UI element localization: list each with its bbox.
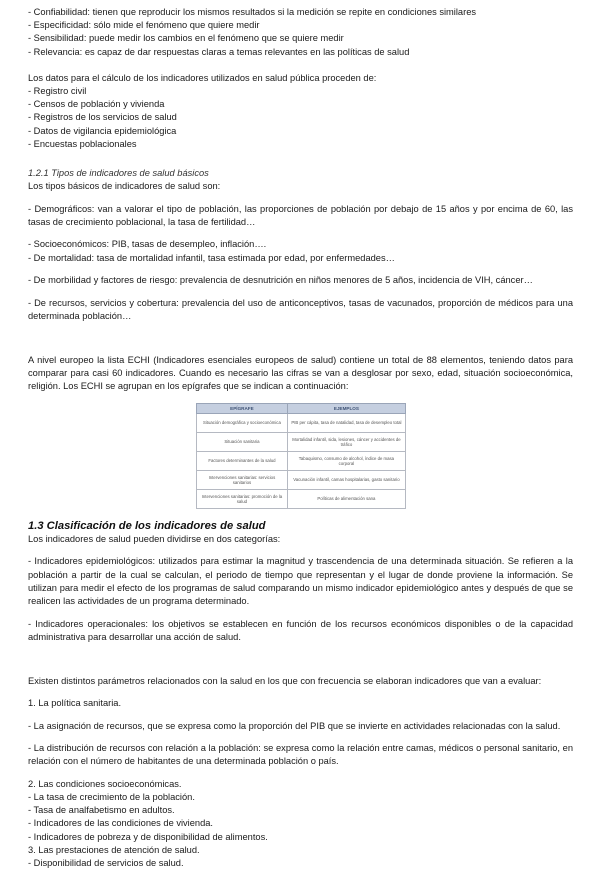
paragraph: Los tipos básicos de indicadores de salud son: — [28, 181, 221, 192]
list-item: - Confiabilidad: tienen que reproducir los mismos resultados si la medición se repite en condiciones similares — [28, 7, 477, 17]
list-item: - La asignación de recursos, que se expresa como la proporción del PIB que se invierte en actividades relacionadas con la salud. — [28, 720, 561, 731]
list-item: - Relevancia: es capaz de dar respuestas claras a temas relevantes en las políticas de salud — [28, 46, 410, 57]
table-cell: Factores determinantes de la salud — [196, 451, 288, 470]
table-header-cell: EJEMPLOS — [288, 403, 405, 413]
table-header-cell: EPÍGRAFE — [196, 403, 288, 413]
table-row — [196, 413, 405, 432]
section-title: 1.3 Clasificación de los indicadores de salud — [28, 519, 266, 532]
list-item: - Registros de los servicios de salud — [28, 112, 177, 123]
document-page — [28, 6, 573, 870]
table-cell: Tabaquismo, consumo de alcohol, índice de masa corporal — [288, 451, 405, 470]
list-item: - De mortalidad: tasa de mortalidad infantil, tasa estimada por edad, por enfermedades… — [28, 252, 395, 263]
list-item: - Indicadores epidemiológicos: utilizados para estimar la magnitud y trascendencia de una determinada situación. Se refieren a la población a partir de la cual se calculan, el periodo de tiempo que representan y el lugar de donde proviene la información. Se utilizan para medir el efecto de los programas de salud comparando un mismo indicador epidemiológico antes y después de que se realicen las actividades de un programa determinado. — [28, 556, 573, 607]
list-item: - Especificidad: sólo mide el fenómeno que quiere medir — [28, 20, 260, 31]
list-item: - Disponibilidad de servicios de salud. — [28, 857, 184, 868]
table-row — [196, 432, 405, 451]
list-item: - Demográficos: van a valorar el tipo de población, las proporciones de población por debajo de 15 años y por encima de 60, las tasas de crecimiento poblacional, la tasa de fertilidad… — [28, 203, 573, 227]
list-item: - Indicadores operacionales: los objetivos se establecen en función de los recursos económicos disponibles o de la capacidad administrativa para desarrollar una acción de salud. — [28, 618, 573, 642]
list-item: - Sensibilidad: puede medir los cambios en el fenómeno que se quiere medir — [28, 33, 344, 44]
list-item: - Indicadores de pobreza y de disponibilidad de alimentos. — [28, 831, 268, 842]
table-cell: Situación demográfica y socioeconómica — [196, 413, 288, 432]
table-cell: PIB per cápita, tasa de natalidad, tasa de desempleo total — [288, 413, 405, 432]
echi-table-container — [28, 403, 573, 509]
paragraph: A nivel europeo la lista ECHI (Indicadores esenciales europeos de salud) contiene un total de 88 elementos, teniendo datos para comparar para casi 60 indicadores. Cuando es necesario las cifras se van a desglosar por sexo, edad, situación socioeconómica, religión. Los ECHI se agrupan en los epígrafes que se indican a continuación: — [28, 354, 573, 392]
numbered-heading: 2. Las condiciones socioeconómicas. — [28, 778, 182, 789]
table-cell: Situación sanitaria — [196, 432, 288, 451]
list-item: - La tasa de crecimiento de la población. — [28, 791, 195, 802]
list-item: - Datos de vigilancia epidemiológica — [28, 125, 177, 136]
table-row — [196, 470, 405, 489]
table-row — [196, 489, 405, 508]
list-item: - Socioeconómicos: PIB, tasas de desempleo, inflación…. — [28, 239, 267, 250]
list-item: - La distribución de recursos con relación a la población: se expresa como la relación entre camas, médicos o personal sanitario, en relación con el número de habitantes de una determinada población o país. — [28, 743, 573, 767]
list-item: - Encuestas poblacionales — [28, 138, 137, 149]
numbered-heading: 1. La política sanitaria. — [28, 698, 122, 709]
echi-table — [196, 403, 406, 509]
paragraph: Existen distintos parámetros relacionados con la salud en los que con frecuencia se elaboran indicadores que van a evaluar: — [28, 675, 542, 686]
list-item: - Indicadores de las condiciones de vivienda. — [28, 818, 214, 829]
table-cell: Mortalidad infantil, sida, lesiones, cáncer y accidentes de tráfico — [288, 432, 405, 451]
list-item: - De recursos, servicios y cobertura: prevalencia del uso de anticonceptivos, tasas de vacunados, proporción de médicos para una determinada población… — [28, 297, 573, 321]
list-item: - De morbilidad y factores de riesgo: prevalencia de desnutrición en niños menores de 5 años, incidencia de VIH, cáncer… — [28, 275, 533, 286]
paragraph: Los indicadores de salud pueden dividirse en dos categorías: — [28, 533, 281, 544]
table-cell: Intervenciones sanitarias: servicios sanitarios — [196, 470, 288, 489]
list-item: - Registro civil — [28, 86, 87, 97]
table-header-row — [196, 403, 405, 413]
table-cell: Políticas de alimentación sana — [288, 489, 405, 508]
section-heading: 1.2.1 Tipos de indicadores de salud básicos — [28, 168, 209, 179]
list-item: - Censos de población y vivienda — [28, 99, 165, 110]
list-item: - Tasa de analfabetismo en adultos. — [28, 805, 175, 816]
paragraph: Los datos para el cálculo de los indicadores utilizados en salud pública proceden de: — [28, 72, 377, 83]
numbered-heading: 3. Las prestaciones de atención de salud. — [28, 844, 200, 855]
table-row — [196, 451, 405, 470]
table-cell: Vacunación infantil, camas hospitalarias, gasto sanitario — [288, 470, 405, 489]
table-cell: Intervenciones sanitarias: promoción de la salud — [196, 489, 288, 508]
